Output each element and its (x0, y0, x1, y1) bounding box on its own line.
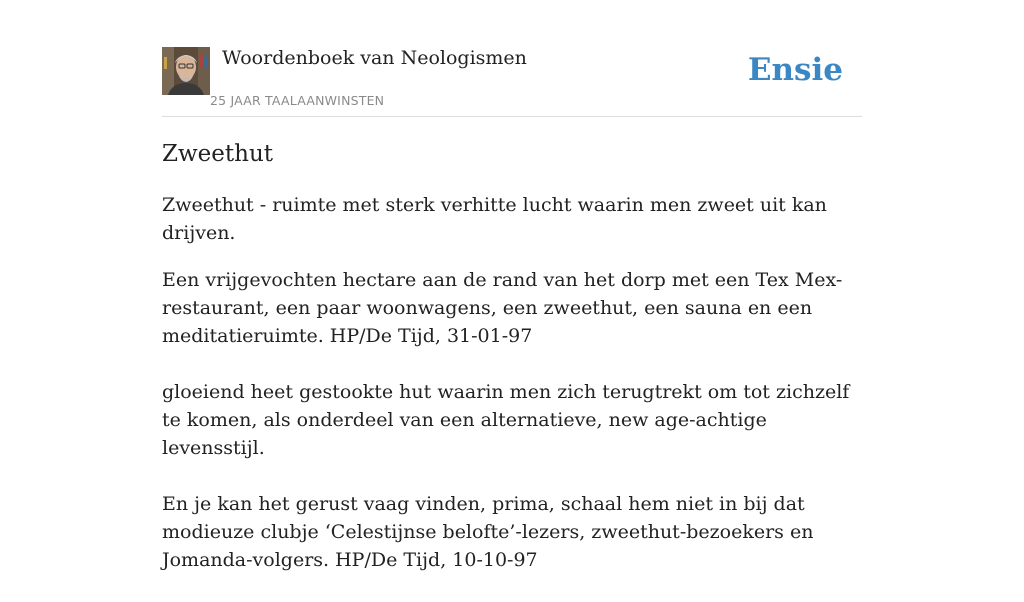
avatar-photo-icon (162, 47, 210, 95)
article-paragraph: Een vrijgevochten hectare aan de rand van het dorp met een Tex Mex-restaurant, een paar woonwagens, een zweethut, een sauna en een meditatieruimte. HP/De Tijd, 31-01-97 (162, 269, 843, 347)
site-name[interactable]: Woordenboek van Neologismen (222, 47, 527, 69)
article-definition: Zweethut - ruimte met sterk verhitte lucht waarin men zweet uit kan drijven. (162, 194, 827, 244)
site-subtitle: 25 JAAR TAALAANWINSTEN (210, 93, 385, 108)
site-header (162, 46, 862, 117)
article-body (162, 266, 862, 574)
article (162, 138, 862, 602)
article-paragraph: En je kan het gerust vaag vinden, prima, schaal hem niet in bij dat modieuze clubje ‘Celestijnse belofte’-lezers, zweethut-bezoekers en Jomanda-volgers. HP/De Tijd, 10-10-97 (162, 493, 814, 571)
article-title: Zweethut (162, 141, 274, 167)
author-avatar[interactable] (162, 47, 210, 95)
article-paragraph: gloeiend heet gestookte hut waarin men zich terugtrekt om tot zichzelf te komen, als onderdeel van een alternatieve, new age-achtige levensstijl. (162, 381, 850, 459)
ensie-logo[interactable]: Ensie (747, 52, 843, 88)
